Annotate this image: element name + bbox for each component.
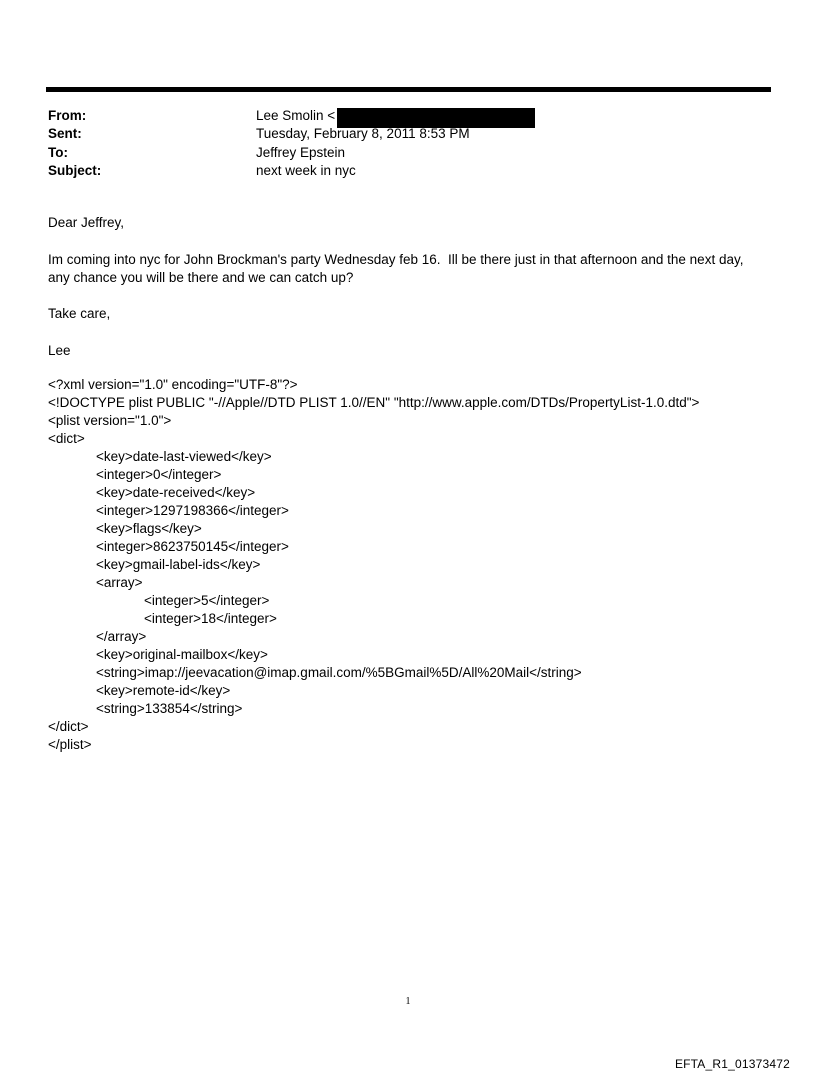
subject-label: Subject: <box>48 162 102 178</box>
to-value: Jeffrey Epstein <box>256 144 346 160</box>
subject-value: next week in nyc <box>256 162 356 178</box>
subject-row <box>48 162 748 180</box>
xml-line: <key>date-last-viewed</key> <box>96 449 272 464</box>
xml-line: <key>original-mailbox</key> <box>96 647 268 662</box>
xml-line: </plist> <box>48 737 92 752</box>
xml-line: <plist version="1.0"> <box>48 413 172 428</box>
to-label: To: <box>48 144 68 160</box>
greeting: Dear Jeffrey, <box>48 215 125 230</box>
xml-line: <integer>18</integer> <box>144 611 277 626</box>
xml-line: <key>flags</key> <box>96 521 202 536</box>
xml-line: <integer>0</integer> <box>96 467 222 482</box>
sender-name: Lee Smolin < <box>256 108 336 123</box>
sent-label: Sent: <box>48 126 82 142</box>
email-body <box>48 214 768 379</box>
xml-line: <string>imap://jeevacation@imap.gmail.com/%5BGmail%5D/All%20Mail</string> <box>96 665 582 680</box>
xml-line: <integer>5</integer> <box>144 593 270 608</box>
xml-line: <integer>1297198366</integer> <box>96 503 289 518</box>
from-label: From: <box>48 108 87 123</box>
plist-metadata-block <box>48 376 768 754</box>
to-row <box>48 144 748 162</box>
signature: Lee <box>48 343 71 359</box>
message-paragraph: Im coming into nyc for John Brockman's party Wednesday feb 16. Ill be there just in that afternoon and the next day, any chance you will be there and we can catch up? <box>48 251 748 285</box>
email-header <box>48 107 748 180</box>
from-row <box>48 107 748 125</box>
document-id: EFTA_R1_01373472 <box>674 1057 790 1071</box>
xml-line: <key>remote-id</key> <box>96 683 231 698</box>
xml-line: <array> <box>96 575 143 590</box>
xml-line: <integer>8623750145</integer> <box>96 539 289 554</box>
sent-value: Tuesday, February 8, 2011 8:53 PM <box>256 126 470 142</box>
xml-line: </dict> <box>48 719 89 734</box>
page-number: 1 <box>405 996 411 1007</box>
xml-line: <key>date-received</key> <box>96 485 256 500</box>
xml-line: <?xml version="1.0" encoding="UTF-8"?> <box>48 377 298 392</box>
xml-line: <key>gmail-label-ids</key> <box>96 557 261 572</box>
from-value <box>256 107 335 125</box>
header-divider-rule <box>46 87 771 92</box>
xml-line: <string>133854</string> <box>96 701 243 716</box>
xml-line: <!DOCTYPE plist PUBLIC "-//Apple//DTD PLIST 1.0//EN" "http://www.apple.com/DTDs/PropertyList-1.0.dtd"> <box>48 395 700 410</box>
closing: Take care, <box>48 306 111 322</box>
sent-row <box>48 125 748 143</box>
xml-line: <dict> <box>48 431 85 446</box>
xml-line: </array> <box>96 629 147 644</box>
